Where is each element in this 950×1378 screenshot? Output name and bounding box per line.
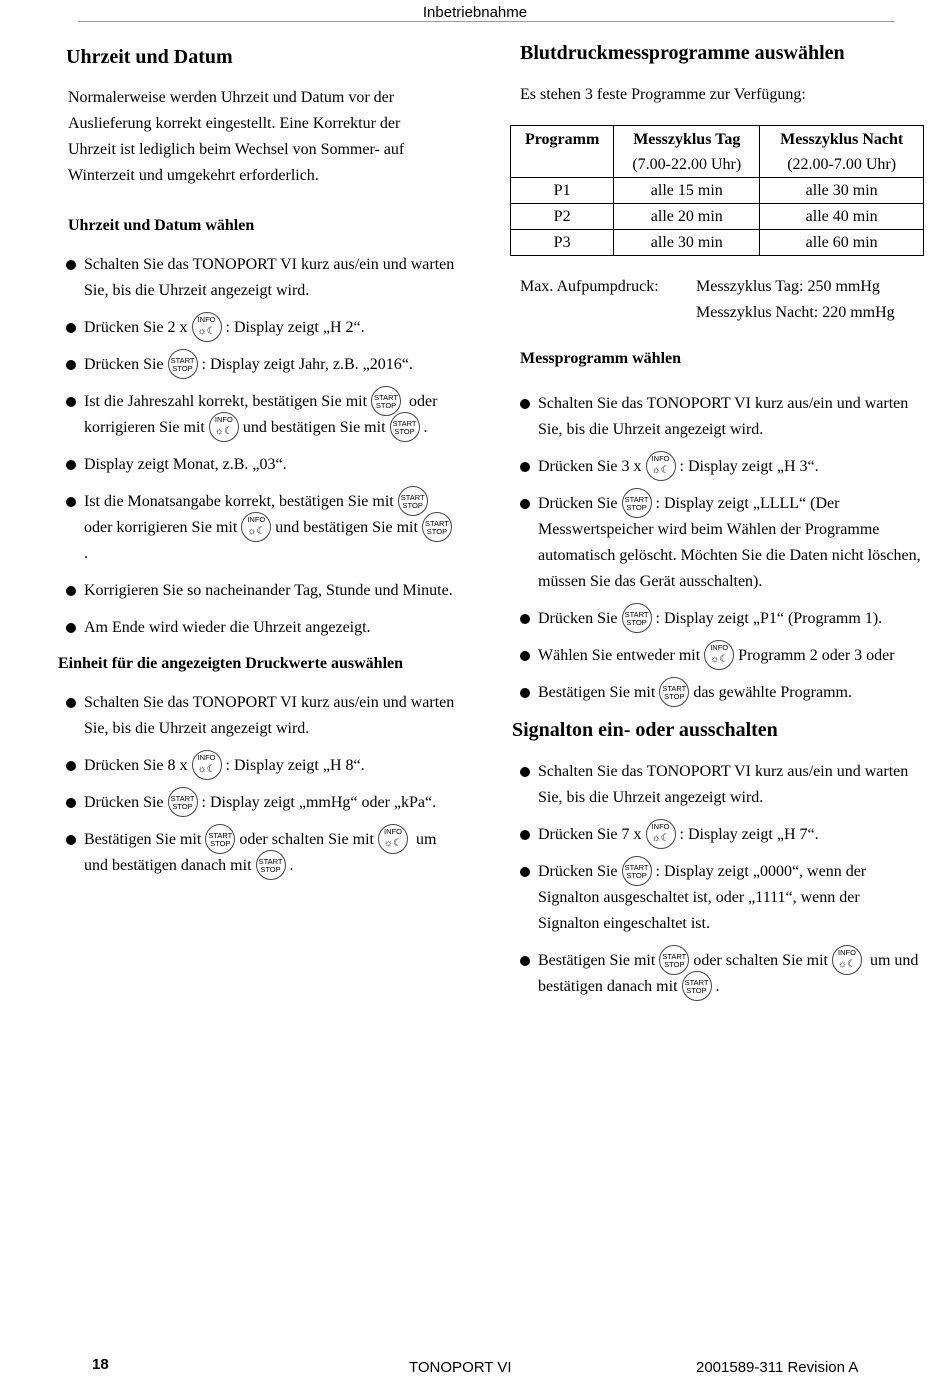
list-item: Schalten Sie das TONOPORT VI kurz aus/ein und warten Sie, bis die Uhrzeit angezeigt wird. [512,759,922,811]
table-header: Messzyklus Nacht [760,126,924,153]
footer-docnum: 2001589-311 Revision A [696,1359,859,1376]
subheading-einheit: Einheit für die angezeigten Druckwerte auswählen [58,655,404,672]
info-button-icon: INFO ☼☾ [192,312,222,342]
table-row [511,230,924,256]
section-title-signalton: Signalton ein- oder ausschalten [512,719,778,741]
section-title-programme: Blutdruckmessprogramme auswählen [520,42,845,64]
list-item: Schalten Sie das TONOPORT VI kurz aus/ein und warten Sie, bis die Uhrzeit angezeigt wird. [58,252,458,304]
table-subheader: (7.00-22.00 Uhr) [614,152,760,178]
steps-messprogramm [512,391,922,706]
list-item: Bestätigen Sie mit START STOP oder schalten Sie mit INFO ☼☾ um und bestätigen danach mit START STOP . [512,948,922,1000]
info-button-icon: INFO ☼☾ [192,750,222,780]
start-stop-button-icon: START STOP [659,677,689,707]
start-stop-button-icon: START STOP [390,412,420,442]
list-item: Schalten Sie das TONOPORT VI kurz aus/ein und warten Sie, bis die Uhrzeit angezeigt wird. [512,391,922,443]
pressure-info [512,274,922,326]
start-stop-button-icon: START STOP [622,603,652,633]
start-stop-button-icon: START STOP [659,945,689,975]
info-button-icon: INFO ☼☾ [646,451,676,481]
start-stop-button-icon: START STOP [256,850,286,880]
start-stop-button-icon: START STOP [422,512,452,542]
table-header: Messzyklus Tag [614,126,760,153]
list-item: Ist die Jahreszahl korrekt, bestätigen Sie mit START STOP oder korrigieren Sie mit INFO ☼☾ und bestätigen Sie mit START STOP . [58,389,458,441]
footer-product: TONOPORT VI [409,1359,512,1376]
section-title-uhrzeit: Uhrzeit und Datum [66,46,233,68]
header-divider [78,21,895,22]
start-stop-button-icon: START STOP [205,824,235,854]
info-button-icon: INFO ☼☾ [241,512,271,542]
table-cell: P1 [511,178,614,204]
left-column [58,44,458,890]
table-cell: P3 [511,230,614,256]
list-item: Drücken Sie START STOP : Display zeigt „mmHg“ oder „kPa“. [58,790,458,816]
info-button-icon: INFO ☼☾ [704,640,734,670]
list-item: Drücken Sie START STOP : Display zeigt „P1“ (Programm 1). [512,606,922,632]
info-button-icon: INFO ☼☾ [832,945,862,975]
page-number: 18 [92,1356,109,1373]
start-stop-button-icon: START STOP [622,856,652,886]
table-subheader [511,152,614,178]
start-stop-button-icon: START STOP [168,349,198,379]
table-cell: alle 20 min [614,204,760,230]
steps-signalton [512,759,922,1000]
list-item: Drücken Sie 7 x INFO ☼☾ : Display zeigt „H 7“. [512,822,922,848]
subheading-uhrzeit-waehlen: Uhrzeit und Datum wählen [68,217,255,234]
list-item: Drücken Sie START STOP : Display zeigt „LLLL“ (Der Messwertspeicher wird beim Wählen der Programme automatisch gelöscht. Möchten Sie die Daten nicht löschen, müssen Sie das Gerät ausschalten). [512,491,922,595]
steps-uhrzeit [58,252,458,641]
table-row [511,204,924,230]
table-header: Programm [511,126,614,153]
table-cell: alle 60 min [760,230,924,256]
table-cell: P2 [511,204,614,230]
header-title: Inbetriebnahme [422,4,528,21]
pressure-night: Messzyklus Nacht: 220 mmHg [696,304,895,321]
start-stop-button-icon: START STOP [371,386,401,416]
info-button-icon: INFO ☼☾ [646,819,676,849]
pressure-label: Max. Aufpumpdruck: [520,278,659,295]
list-item: Drücken Sie 3 x INFO ☼☾ : Display zeigt „H 3“. [512,454,922,480]
list-item: Display zeigt Monat, z.B. „03“. [58,452,458,478]
subheading-messprogramm: Messprogramm wählen [520,350,682,367]
start-stop-button-icon: START STOP [168,787,198,817]
table-cell: alle 30 min [760,178,924,204]
list-item: Ist die Monatsangabe korrekt, bestätigen Sie mit START STOP oder korrigieren Sie mit INFO ☼☾ und bestätigen Sie mit START STOP . [58,489,458,567]
programme-intro: Es stehen 3 feste Programme zur Verfügung: [520,86,806,103]
list-item: Am Ende wird wieder die Uhrzeit angezeigt. [58,615,458,641]
table-row [511,178,924,204]
list-item: Schalten Sie das TONOPORT VI kurz aus/ein und warten Sie, bis die Uhrzeit angezeigt wird. [58,690,458,742]
info-button-icon: INFO ☼☾ [209,412,239,442]
list-item: Drücken Sie 8 x INFO ☼☾ : Display zeigt „H 8“. [58,753,458,779]
list-item: Korrigieren Sie so nacheinander Tag, Stunde und Minute. [58,578,458,604]
start-stop-button-icon: START STOP [398,486,428,516]
info-button-icon: INFO ☼☾ [378,824,408,854]
start-stop-button-icon: START STOP [682,971,712,1001]
list-item: Drücken Sie 2 x INFO ☼☾ : Display zeigt „H 2“. [58,315,458,341]
right-column [512,40,922,1011]
table-subheader: (22.00-7.00 Uhr) [760,152,924,178]
list-item: Drücken Sie START STOP : Display zeigt „0000“, wenn der Signalton ausgeschaltet ist, oder „1111“, wenn der Signalton eingeschaltet ist. [512,859,922,937]
pressure-day: Messzyklus Tag: 250 mmHg [696,278,880,295]
list-item: Bestätigen Sie mit START STOP das gewählte Programm. [512,680,922,706]
table-cell: alle 30 min [614,230,760,256]
program-table [510,125,924,256]
list-item: Bestätigen Sie mit START STOP oder schalten Sie mit INFO ☼☾ um und bestätigen danach mit START STOP . [58,827,458,879]
start-stop-button-icon: START STOP [622,488,652,518]
steps-einheit [58,690,458,879]
intro-text: Normalerweise werden Uhrzeit und Datum vor der Auslieferung korrekt eingestellt. Eine Korrektur der Uhrzeit ist lediglich beim Wechsel von Sommer- auf Winterzeit und umgekehrt erforderlich. [68,89,405,184]
list-item: Drücken Sie START STOP : Display zeigt Jahr, z.B. „2016“. [58,352,458,378]
list-item: Wählen Sie entweder mit INFO ☼☾ Programm 2 oder 3 oder [512,643,922,669]
table-cell: alle 15 min [614,178,760,204]
table-cell: alle 40 min [760,204,924,230]
